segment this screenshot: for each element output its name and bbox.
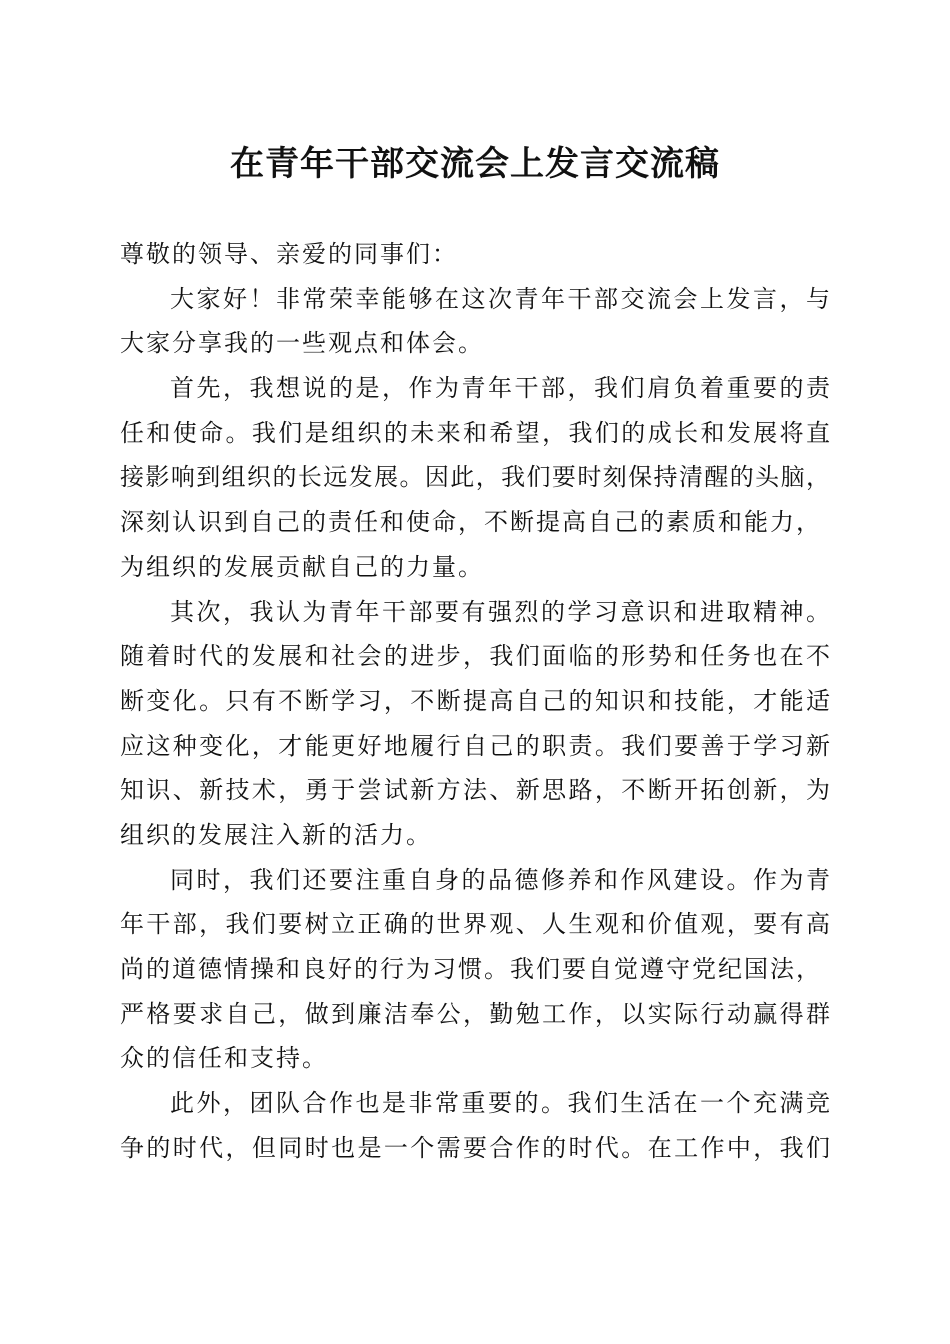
text-line: 任和使命。我们是组织的未来和希望，我们的成长和发展将直	[120, 418, 830, 447]
text-line: 众的信任和支持。	[120, 1044, 328, 1073]
text-line: 接影响到组织的长远发展。因此，我们要时刻保持清醒的头脑，	[120, 463, 830, 492]
text-line: 严格要求自己，做到廉洁奉公，勤勉工作，以实际行动赢得群	[120, 999, 830, 1028]
text-line: 随着时代的发展和社会的进步，我们面临的形势和任务也在不	[120, 642, 830, 671]
text-line: 大家分享我的一些观点和体会。	[120, 329, 484, 358]
paragraph-3	[120, 590, 830, 858]
text-line: 同时，我们还要注重自身的品德修养和作风建设。作为青	[170, 865, 830, 894]
text-line: 应这种变化，才能更好地履行自己的职责。我们要善于学习新	[120, 731, 830, 760]
paragraph-5	[120, 1081, 830, 1170]
greeting: 尊敬的领导、亲爱的同事们：	[120, 240, 458, 268]
document-title: 在青年干部交流会上发言交流稿	[230, 144, 720, 184]
paragraph-1	[120, 277, 830, 366]
document-body	[120, 232, 830, 1170]
text-line: 其次，我认为青年干部要有强烈的学习意识和进取精神。	[170, 597, 830, 626]
paragraph-4	[120, 858, 830, 1081]
text-line: 争的时代，但同时也是一个需要合作的时代。在工作中，我们	[120, 1133, 830, 1162]
text-line: 深刻认识到自己的责任和使命，不断提高自己的素质和能力，	[120, 508, 822, 537]
paragraph-2	[120, 366, 830, 589]
text-line: 大家好！非常荣幸能够在这次青年干部交流会上发言，与	[170, 284, 830, 313]
text-line: 首先，我想说的是，作为青年干部，我们肩负着重要的责	[170, 374, 830, 403]
text-line: 尚的道德情操和良好的行为习惯。我们要自觉遵守党纪国法，	[120, 955, 822, 983]
text-line: 知识、新技术，勇于尝试新方法、新思路，不断开拓创新，为	[120, 776, 830, 805]
text-line: 断变化。只有不断学习，不断提高自己的知识和技能，才能适	[120, 686, 830, 715]
text-line: 年干部，我们要树立正确的世界观、人生观和价值观，要有高	[120, 910, 830, 939]
text-line: 为组织的发展贡献自己的力量。	[120, 552, 484, 581]
text-line: 组织的发展注入新的活力。	[120, 820, 432, 849]
text-line: 此外，团队合作也是非常重要的。我们生活在一个充满竞	[170, 1089, 830, 1118]
